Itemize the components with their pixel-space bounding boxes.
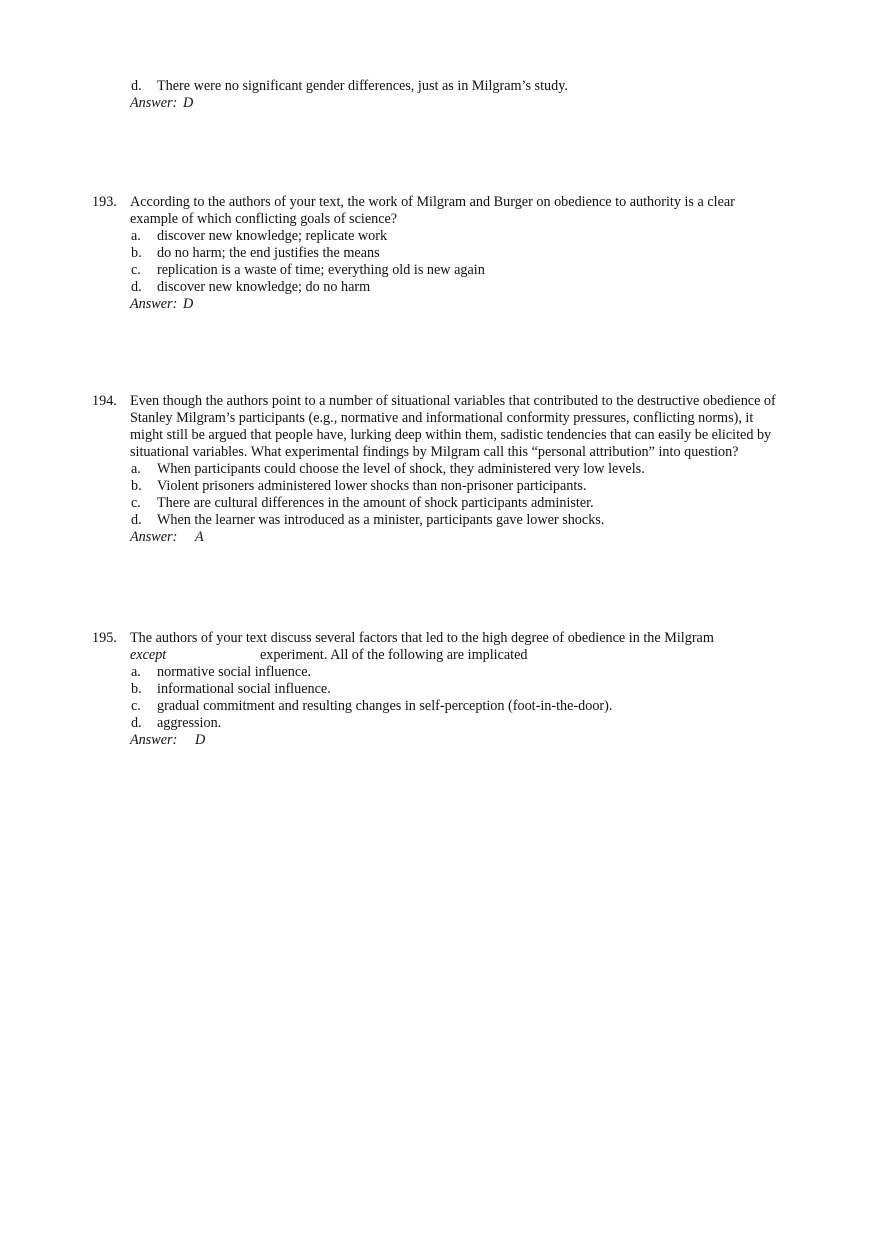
question-stem-line — [0, 630, 880, 647]
previous-question-fragment — [0, 78, 880, 112]
answer-value: D — [183, 95, 194, 111]
question-194 — [0, 393, 880, 546]
option-d — [0, 512, 880, 529]
option-text: discover new knowledge; do no harm — [157, 279, 371, 295]
option-letter: c. — [131, 262, 141, 278]
question-emphasis: except — [130, 647, 167, 663]
option-letter: c. — [131, 698, 141, 714]
option-letter: d. — [131, 279, 142, 295]
option-text: Violent prisoners administered lower shocks than non-prisoner participants. — [157, 478, 587, 494]
option-d — [0, 279, 880, 296]
option-text: gradual commitment and resulting changes in self-perception (foot-in-the-door). — [157, 698, 613, 714]
answer-line — [0, 95, 880, 112]
option-letter: a. — [131, 228, 141, 244]
answer-label: Answer: — [130, 529, 178, 545]
question-number: 195. — [92, 630, 117, 646]
option-text: normative social influence. — [157, 664, 312, 680]
question-text: According to the authors of your text, the work of Milgram and Burger on obedience to authority is a clear — [130, 194, 735, 210]
question-number: 194. — [92, 393, 117, 409]
option-text: replication is a waste of time; everything old is new again — [157, 262, 485, 278]
question-text: experiment. All of the following are implicated — [260, 647, 528, 663]
option-b — [0, 245, 880, 262]
option-c — [0, 698, 880, 715]
answer-value: D — [183, 296, 194, 312]
answer-label: Answer: — [130, 732, 178, 748]
answer-label: Answer: — [130, 296, 178, 312]
answer-value: A — [195, 529, 204, 545]
question-text-line — [130, 647, 528, 664]
question-stem-line — [0, 194, 880, 211]
option-letter: d. — [131, 512, 142, 528]
option-a — [0, 228, 880, 245]
option-text: do no harm; the end justifies the means — [157, 245, 380, 261]
question-number: 193. — [92, 194, 117, 210]
option-letter: d. — [131, 715, 142, 731]
option-letter: a. — [131, 461, 141, 477]
option-a — [0, 664, 880, 681]
option-b — [0, 478, 880, 495]
answer-line — [0, 529, 880, 546]
option-c — [0, 262, 880, 279]
option-text: When participants could choose the level of shock, they administered very low levels. — [157, 461, 645, 477]
option-text: discover new knowledge; replicate work — [157, 228, 388, 244]
option-letter: b. — [131, 478, 142, 494]
option-text: informational social influence. — [157, 681, 331, 697]
option-text: There were no significant gender differences, just as in Milgram’s study. — [157, 78, 568, 94]
question-stem-line — [0, 444, 880, 461]
question-stem-line — [0, 427, 880, 444]
option-letter: a. — [131, 664, 141, 680]
option-letter: c. — [131, 495, 141, 511]
answer-line — [0, 296, 880, 313]
question-stem-line — [0, 393, 880, 410]
option-c — [0, 495, 880, 512]
question-text: situational variables. What experimental findings by Milgram call this “personal attribution” into question? — [130, 444, 739, 460]
question-text: Even though the authors point to a number of situational variables that contributed to the destructive obedience of — [130, 393, 776, 409]
question-195 — [0, 630, 880, 749]
question-stem-line — [0, 410, 880, 427]
option-text: When the learner was introduced as a minister, participants gave lower shocks. — [157, 512, 605, 528]
question-text: might still be argued that people have, lurking deep within them, sadistic tendencies that can easily be elicited by — [130, 427, 772, 443]
option-letter: b. — [131, 245, 142, 261]
question-stem-line — [0, 647, 880, 664]
answer-line — [0, 732, 880, 749]
option-text: aggression. — [157, 715, 222, 731]
answer-value: D — [195, 732, 206, 748]
question-text: example of which conflicting goals of science? — [130, 211, 398, 227]
question-193 — [0, 194, 880, 313]
option-d — [0, 715, 880, 732]
option-letter: b. — [131, 681, 142, 697]
option-letter: d. — [131, 78, 142, 94]
question-text: The authors of your text discuss several factors that led to the high degree of obedience in the Milgram — [130, 630, 714, 646]
option-a — [0, 461, 880, 478]
question-stem-line — [0, 211, 880, 228]
option-b — [0, 681, 880, 698]
answer-label: Answer: — [130, 95, 178, 111]
option-text: There are cultural differences in the amount of shock participants administer. — [157, 495, 594, 511]
question-text: Stanley Milgram’s participants (e.g., normative and informational conformity pressures, conflicting norms), it — [130, 410, 754, 426]
option-d — [0, 78, 880, 95]
